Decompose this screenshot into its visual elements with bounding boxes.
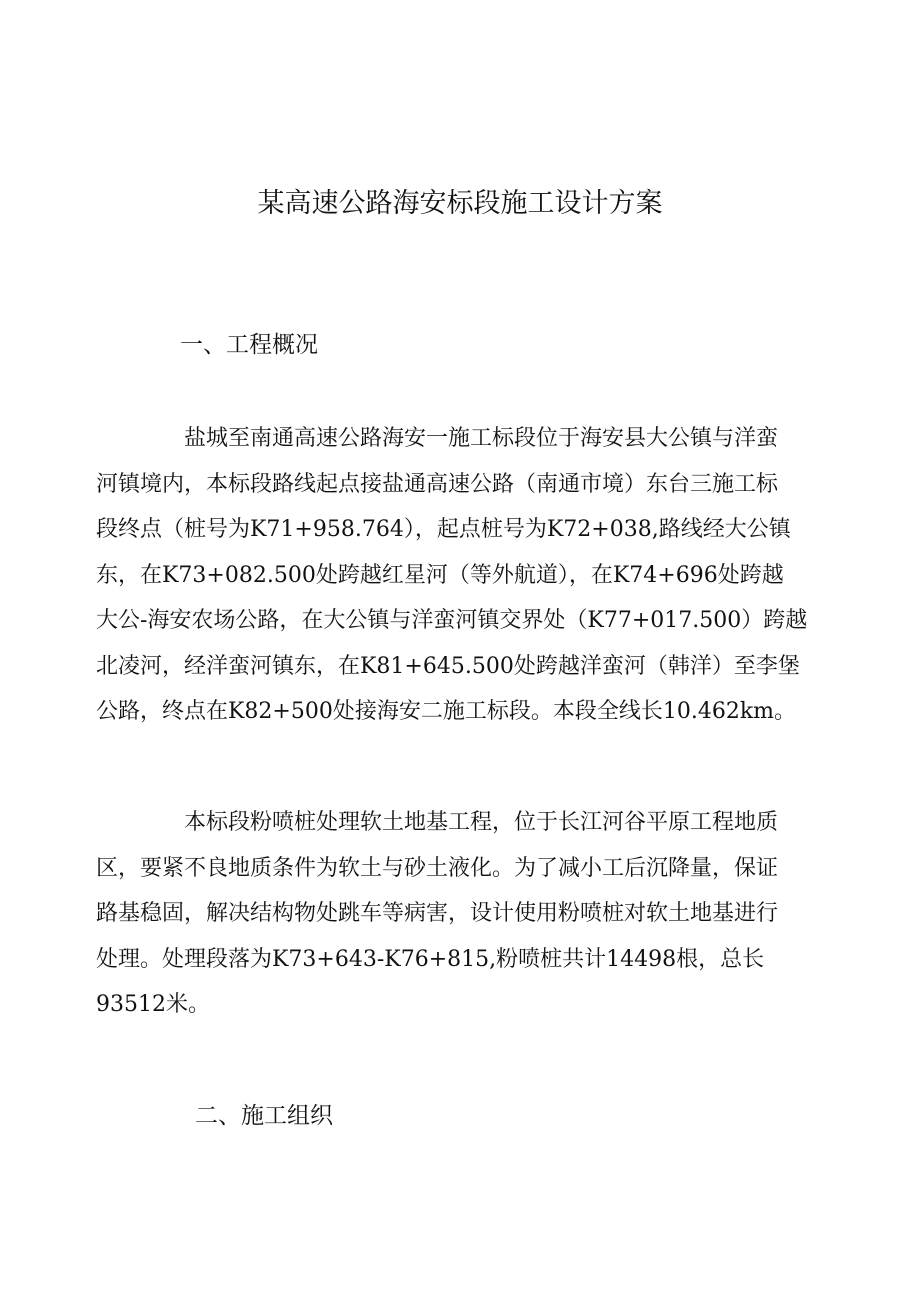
paragraph-line: 本标段粉喷桩处理软土地基工程，位于长江河谷平原工程地质: [96, 810, 779, 835]
document-title: 某高速公路海安标段施工设计方案: [257, 188, 663, 219]
paragraph-line: 区，要紧不良地质条件为软土与砂土液化。为了减小工后沉降量，保证: [96, 855, 779, 881]
paragraph-line: 处理。处理段落为K73+643-K76+815,粉喷桩共计14498根，总长: [96, 946, 765, 972]
paragraph-soft-soil-treatment: [96, 800, 831, 1028]
section-heading-overview: 一、工程概况: [180, 332, 318, 358]
paragraph-line: 河镇境内，本标段路线起点接盐通高速公路（南通市境）东台三施工标: [96, 471, 779, 497]
paragraph-line: 公路，终点在K82+500处接海安二施工标段。本段全线长10.462km。: [96, 699, 797, 724]
paragraph-project-overview: [96, 416, 831, 735]
paragraph-line: 段终点（桩号为K71+958.764），起点桩号为K72+038,路线经大公镇: [96, 517, 791, 542]
paragraph-line: 北凌河，经洋蛮河镇东，在K81+645.500处跨越洋蛮河（韩洋）至李堡: [96, 653, 800, 679]
paragraph-line: 大公-海安农场公路，在大公镇与洋蛮河镇交界处（K77+017.500）跨越: [96, 608, 808, 633]
section-heading-construction-organization: 二、施工组织: [195, 1103, 333, 1129]
paragraph-line: 93512米。: [96, 992, 210, 1017]
paragraph-line: 路基稳固，解决结构物处跳车等病害，设计使用粉喷桩对软土地基进行: [96, 901, 779, 926]
paragraph-line: 盐城至南通高速公路海安一施工标段位于海安县大公镇与洋蛮: [96, 426, 779, 451]
paragraph-line: 东，在K73+082.500处跨越红星河（等外航道），在K74+696处跨越: [96, 562, 784, 588]
